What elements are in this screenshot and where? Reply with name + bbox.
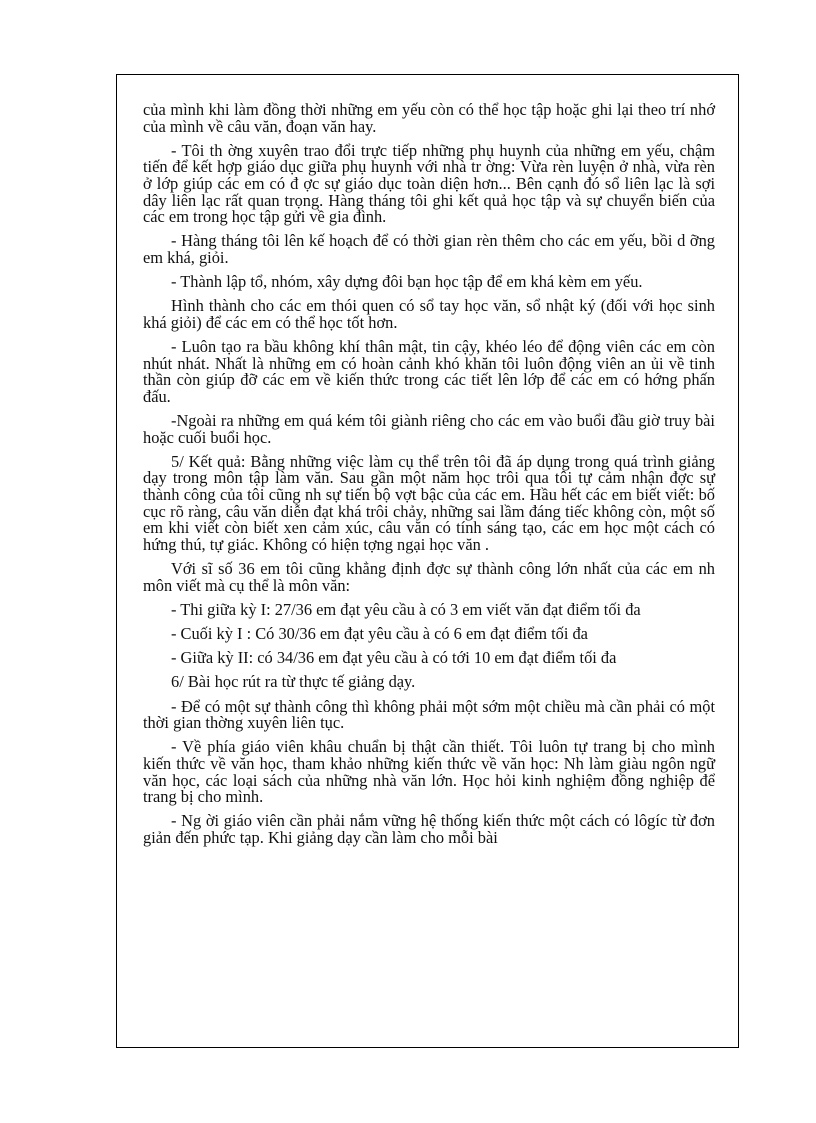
result-line: - Thi giữa kỳ I: 27/36 em đạt yêu cầu à có 3 em viết văn đạt điểm tối đa bbox=[171, 599, 641, 619]
paragraph: Hình thành cho các em thói quen có sổ tay học văn, sổ nhật ký (đối với học sinh khá giỏi) để các em có thể học tốt hơn. bbox=[143, 296, 715, 332]
paragraph: của mình khi làm đồng thời những em yếu còn có thể học tập hoặc ghi lại theo trí nhớ của mình về câu văn, đoạn văn hay. bbox=[143, 100, 715, 136]
paragraph: - Về phía giáo viên khâu chuẩn bị thật cần thiết. Tôi luôn tự trang bị cho mình kiến thức về văn học, tham khảo những kiến thức về văn học: Nh làm giàu ngôn ngữ văn học, các loại sách của những nhà văn lớn. Học hỏi kinh nghiệm đồng nghiệp để trang bị cho mình. bbox=[143, 737, 715, 807]
document-body bbox=[143, 102, 715, 854]
result-line: - Cuối kỳ I : Có 30/36 em đạt yêu cầu à có 6 em đạt điểm tối đa bbox=[171, 623, 588, 643]
paragraph: - Tôi th ờng xuyên trao đổi trực tiếp những phụ huynh của những em yếu, chậm tiến để kết hợp giáo dục giữa phụ huynh với nhà tr ờng: Vừa rèn luyện ở nhà, vừa rèn ở lớp giúp các em có đ ợc sự giáo dục toàn diện hơn... Bên cạnh đó sổ liên lạc là sợi dây liên lạc rất quan trọng. Hàng tháng tôi ghi kết quả học tập và sự chuyển biến của các em trong học tập gửi về gia đình. bbox=[143, 140, 715, 227]
paragraph: 5/ Kết quả: Bằng những việc làm cụ thể trên tôi đã áp dụng trong quá trình giảng dạy trong môn tập làm văn. Sau gần một năm học trôi qua tôi tự cảm nhận đợc sự thành công của tôi cũng nh sự tiến bộ vợt bậc của các em. Hầu hết các em biết viết: bố cục rõ ràng, câu văn diễn đạt khá trôi chảy, những sai lầm đáng tiếc không còn, một số em khi viết còn biết xen cảm xúc, câu văn có tính sáng tạo, các em học một cách có hứng thú, tự giác. Không có hiện tợng ngại học văn . bbox=[143, 451, 715, 554]
paragraph: - Để có một sự thành công thì không phải một sớm một chiều mà cần phải có một thời gian thờng xuyên liên tục. bbox=[143, 696, 715, 733]
paragraph: - Luôn tạo ra bầu không khí thân mật, tin cậy, khéo léo để động viên các em còn nhút nhát. Nhất là những em có hoàn cảnh khó khăn tôi luôn động viên an ủi về tinh thần còn giúp đỡ các em về kiến thức trong các tiết lên lớp để các em có hớng phấn đấu. bbox=[143, 337, 715, 406]
section-heading: 6/ Bài học rút ra từ thực tế giảng dạy. bbox=[171, 672, 416, 692]
result-line: - Giữa kỳ II: có 34/36 em đạt yêu cầu à có tới 10 em đạt điểm tối đa bbox=[171, 648, 617, 668]
paragraph: Với sĩ số 36 em tôi cũng khẳng định đợc sự thành công lớn nhất của các em nh môn viết mà cụ thể là môn văn: bbox=[143, 559, 715, 595]
paragraph: - Hàng tháng tôi lên kế hoạch để có thời gian rèn thêm cho các em yếu, bồi d ỡng em khá, giỏi. bbox=[143, 231, 715, 267]
paragraph: - Thành lập tổ, nhóm, xây dựng đôi bạn học tập để em khá kèm em yếu. bbox=[171, 272, 643, 292]
paragraph: -Ngoài ra những em quá kém tôi giành riêng cho các em vào buổi đầu giờ truy bài hoặc cuối buổi học. bbox=[143, 411, 715, 447]
paragraph: - Ng ời giáo viên cần phải nắm vững hệ thống kiến thức một cách có lôgíc từ đơn giản đến phức tạp. Khi giảng dạy cần làm cho mỗi bài bbox=[143, 811, 715, 847]
